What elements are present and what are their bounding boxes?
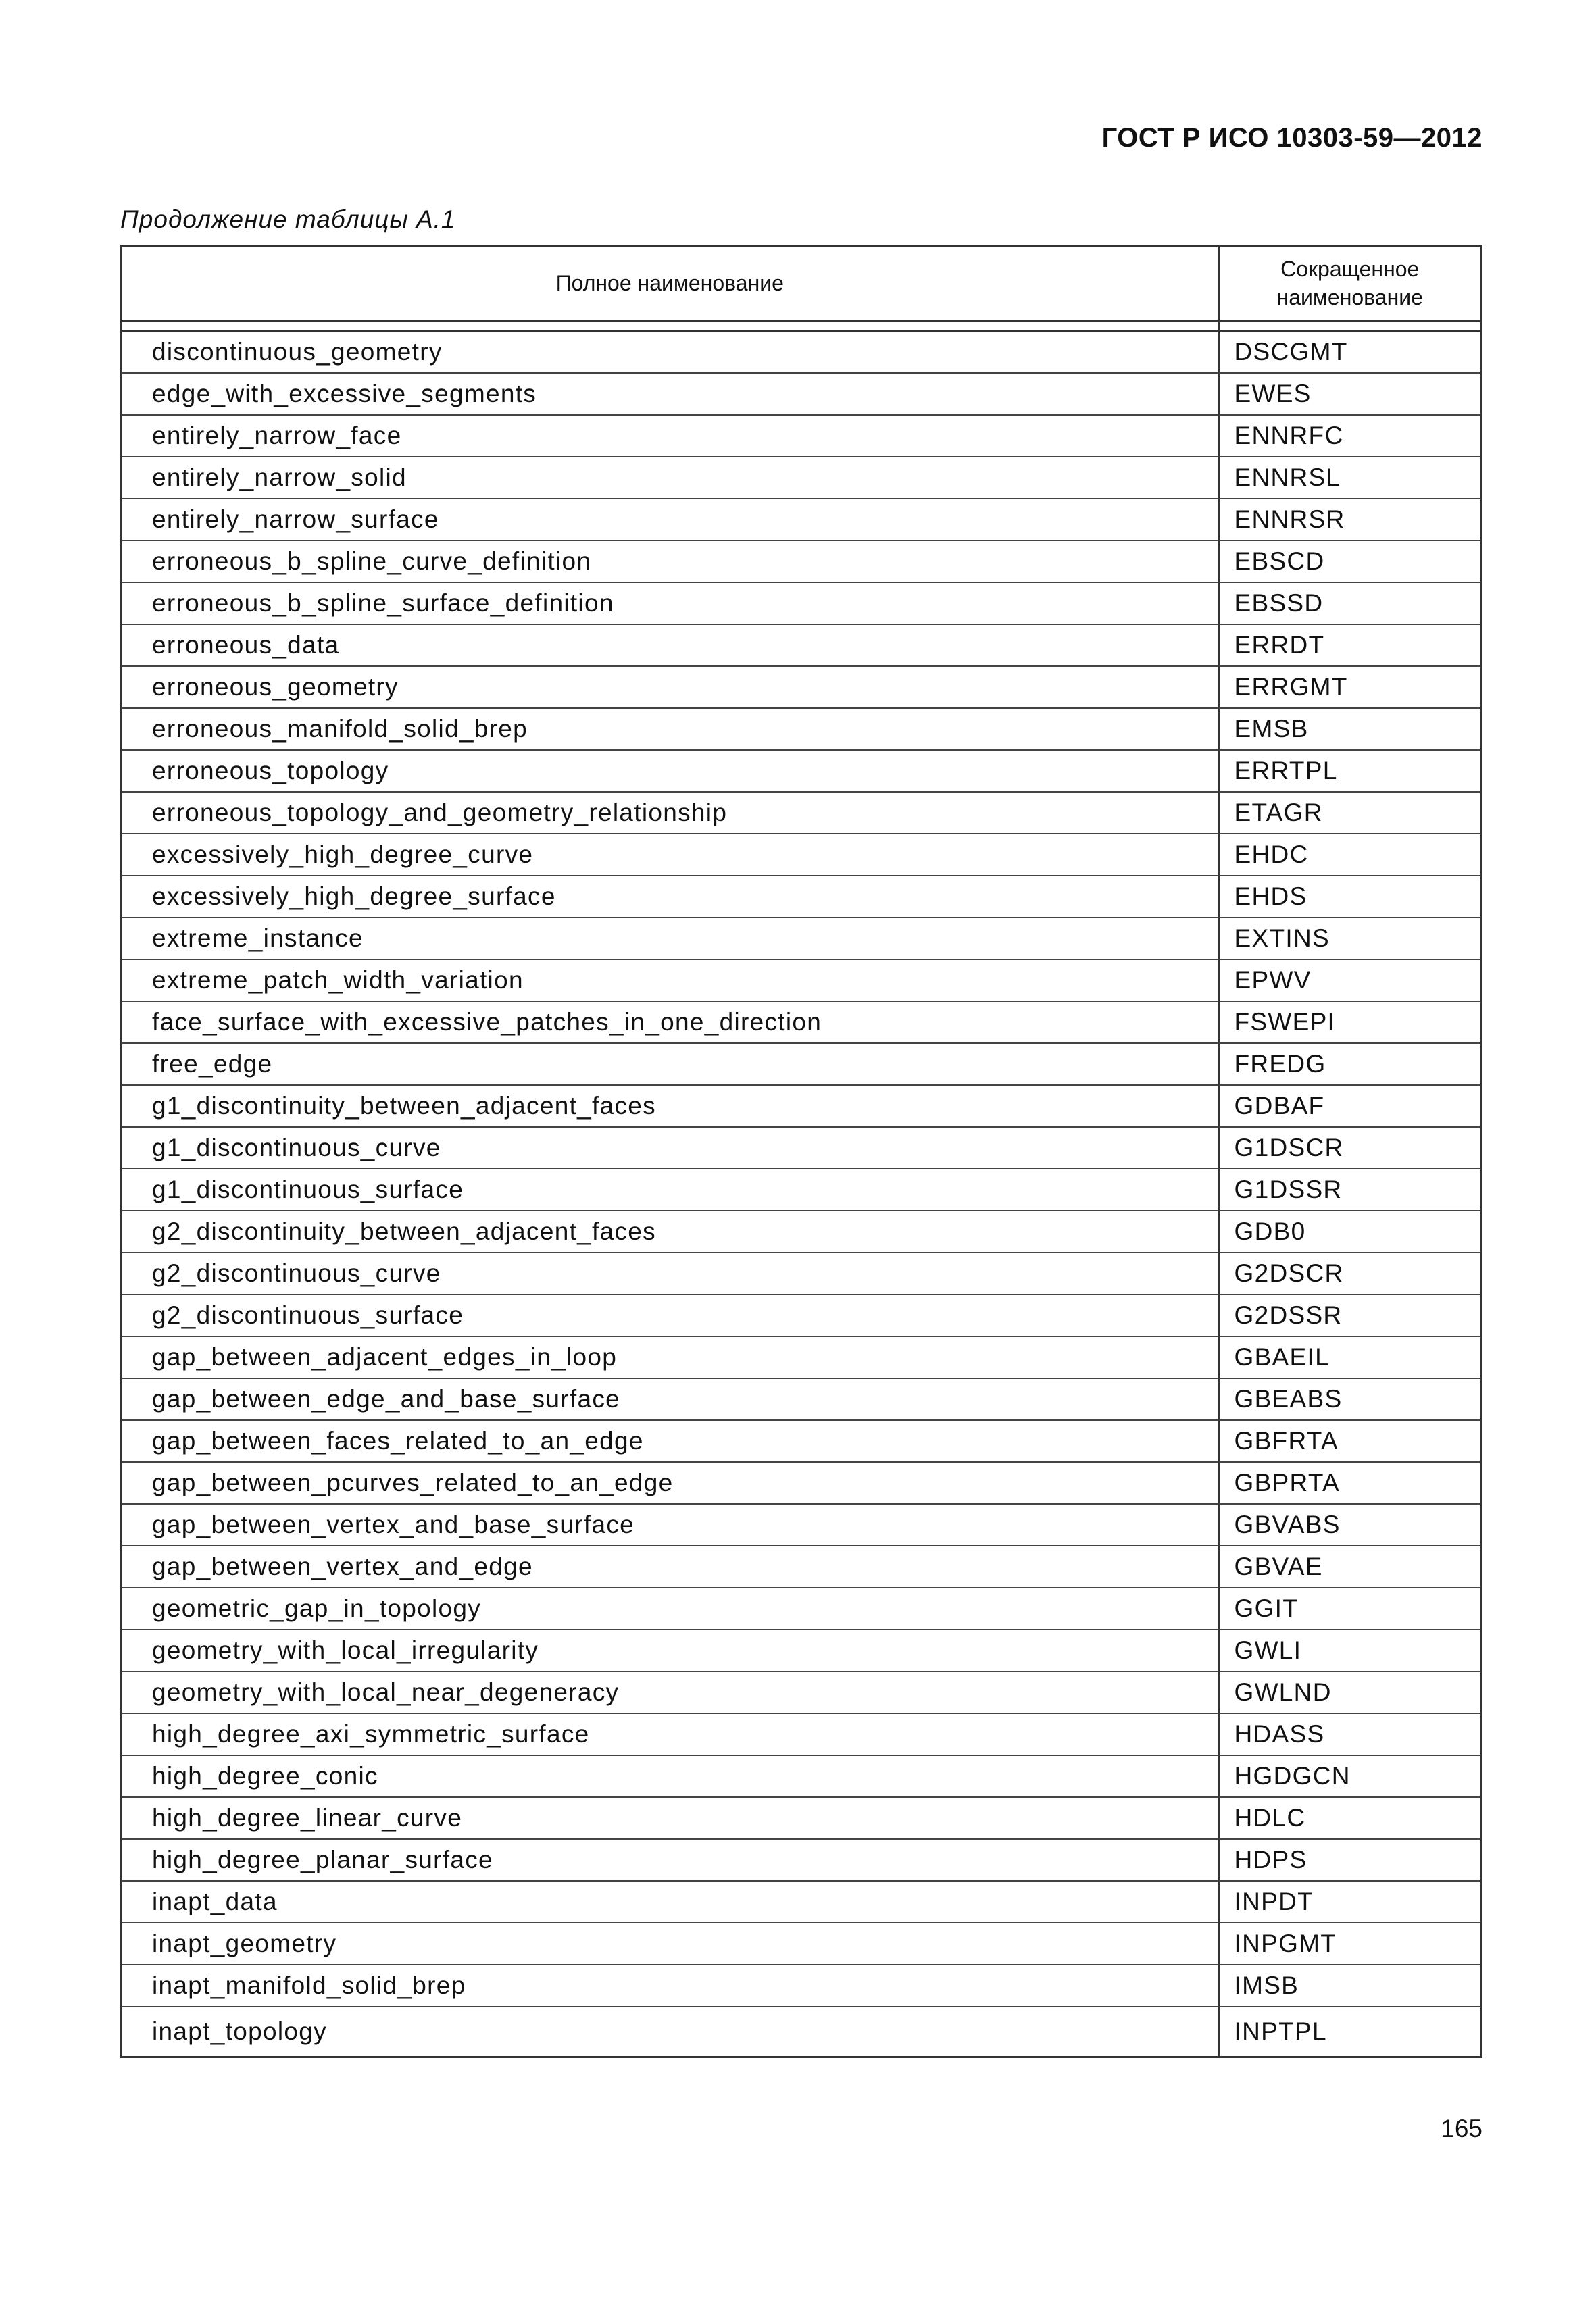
full-name-cell: g1_discontinuous_surface — [122, 1169, 1218, 1211]
short-name-cell: FSWEPI — [1218, 1001, 1480, 1043]
table-row — [122, 540, 1480, 582]
full-name-cell: erroneous_data — [122, 624, 1218, 666]
table-header-row — [122, 247, 1480, 321]
full-name-cell: inapt_data — [122, 1881, 1218, 1923]
table-row — [122, 1378, 1480, 1420]
full-name-cell: face_surface_with_excessive_patches_in_one_direction — [122, 1001, 1218, 1043]
short-name-cell: EHDC — [1218, 834, 1480, 876]
short-name-cell: HDPS — [1218, 1839, 1480, 1881]
full-name-cell: erroneous_manifold_solid_brep — [122, 708, 1218, 750]
table-row — [122, 1294, 1480, 1336]
header-separator — [122, 321, 1480, 331]
full-name-cell: extreme_instance — [122, 917, 1218, 959]
table-row — [122, 1839, 1480, 1881]
table-row — [122, 750, 1480, 792]
full-name-cell: g2_discontinuity_between_adjacent_faces — [122, 1211, 1218, 1253]
short-name-cell: GBEABS — [1218, 1378, 1480, 1420]
short-name-cell: INPDT — [1218, 1881, 1480, 1923]
full-name-cell: inapt_manifold_solid_brep — [122, 1965, 1218, 2007]
short-name-cell: EBSCD — [1218, 540, 1480, 582]
table-row — [122, 1253, 1480, 1294]
table-row — [122, 834, 1480, 876]
short-name-cell: ENNRFC — [1218, 415, 1480, 457]
full-name-cell: entirely_narrow_solid — [122, 457, 1218, 499]
table-row — [122, 1797, 1480, 1839]
short-name-cell: EPWV — [1218, 959, 1480, 1001]
short-name-cell: EBSSD — [1218, 582, 1480, 624]
table-row — [122, 792, 1480, 834]
table-row — [122, 1965, 1480, 2007]
short-name-cell: G1DSSR — [1218, 1169, 1480, 1211]
short-name-cell: GBAEIL — [1218, 1336, 1480, 1378]
table-row — [122, 373, 1480, 415]
full-name-cell: entirely_narrow_surface — [122, 499, 1218, 540]
short-name-cell: GDB0 — [1218, 1211, 1480, 1253]
short-name-cell: G2DSCR — [1218, 1253, 1480, 1294]
short-name-cell: GBFRTA — [1218, 1420, 1480, 1462]
short-name-cell: G1DSCR — [1218, 1127, 1480, 1169]
full-name-cell: gap_between_vertex_and_edge — [122, 1546, 1218, 1588]
table-row — [122, 1043, 1480, 1085]
page-number: 165 — [1441, 2115, 1482, 2142]
full-name-cell: g2_discontinuous_surface — [122, 1294, 1218, 1336]
table-row — [122, 415, 1480, 457]
full-name-cell: gap_between_pcurves_related_to_an_edge — [122, 1462, 1218, 1504]
full-name-cell: g1_discontinuous_curve — [122, 1127, 1218, 1169]
table-row — [122, 1420, 1480, 1462]
table-row — [122, 708, 1480, 750]
table-row — [122, 1923, 1480, 1965]
full-name-cell: gap_between_vertex_and_base_surface — [122, 1504, 1218, 1546]
short-name-cell: GGIT — [1218, 1588, 1480, 1630]
full-name-cell: erroneous_topology — [122, 750, 1218, 792]
full-name-cell: high_degree_conic — [122, 1755, 1218, 1797]
abbreviations-table — [120, 245, 1482, 2058]
full-name-cell: g2_discontinuous_curve — [122, 1253, 1218, 1294]
full-name-cell: erroneous_geometry — [122, 666, 1218, 708]
column-header-short-name — [1218, 247, 1480, 321]
full-name-cell: excessively_high_degree_surface — [122, 876, 1218, 917]
short-name-cell: HDLC — [1218, 1797, 1480, 1839]
full-name-cell: high_degree_linear_curve — [122, 1797, 1218, 1839]
table-row — [122, 1504, 1480, 1546]
short-name-cell: EXTINS — [1218, 917, 1480, 959]
column-header-short-name-line1: Сокращенное — [1280, 257, 1420, 281]
table-row — [122, 1588, 1480, 1630]
short-name-cell: INPGMT — [1218, 1923, 1480, 1965]
table-caption: Продолжение таблицы А.1 — [120, 205, 456, 233]
short-name-cell: ETAGR — [1218, 792, 1480, 834]
table-row — [122, 1336, 1480, 1378]
full-name-cell: high_degree_axi_symmetric_surface — [122, 1713, 1218, 1755]
table-row — [122, 1169, 1480, 1211]
short-name-cell: GWLI — [1218, 1630, 1480, 1671]
full-name-cell: erroneous_topology_and_geometry_relationship — [122, 792, 1218, 834]
table-row — [122, 1127, 1480, 1169]
table-row — [122, 582, 1480, 624]
short-name-cell: EHDS — [1218, 876, 1480, 917]
table-body — [122, 331, 1480, 2057]
short-name-cell: GBVABS — [1218, 1504, 1480, 1546]
document-code: ГОСТ Р ИСО 10303-59—2012 — [1101, 123, 1482, 153]
table-row — [122, 1211, 1480, 1253]
full-name-cell: gap_between_faces_related_to_an_edge — [122, 1420, 1218, 1462]
table-row — [122, 1630, 1480, 1671]
short-name-cell: FREDG — [1218, 1043, 1480, 1085]
table-row — [122, 959, 1480, 1001]
full-name-cell: geometry_with_local_irregularity — [122, 1630, 1218, 1671]
full-name-cell: high_degree_planar_surface — [122, 1839, 1218, 1881]
full-name-cell: gap_between_adjacent_edges_in_loop — [122, 1336, 1218, 1378]
full-name-cell: g1_discontinuity_between_adjacent_faces — [122, 1085, 1218, 1127]
table-row — [122, 917, 1480, 959]
full-name-cell: erroneous_b_spline_curve_definition — [122, 540, 1218, 582]
table-row — [122, 1546, 1480, 1588]
short-name-cell: IMSB — [1218, 1965, 1480, 2007]
table-row — [122, 331, 1480, 374]
full-name-cell: geometric_gap_in_topology — [122, 1588, 1218, 1630]
table-row — [122, 2007, 1480, 2056]
short-name-cell: EWES — [1218, 373, 1480, 415]
table-row — [122, 1671, 1480, 1713]
short-name-cell: G2DSSR — [1218, 1294, 1480, 1336]
full-name-cell: inapt_topology — [122, 2007, 1218, 2056]
short-name-cell: ERRTPL — [1218, 750, 1480, 792]
table-row — [122, 1085, 1480, 1127]
full-name-cell: inapt_geometry — [122, 1923, 1218, 1965]
short-name-cell: DSCGMT — [1234, 338, 1348, 366]
short-name-cell: ENNRSL — [1218, 457, 1480, 499]
full-name-cell: excessively_high_degree_curve — [122, 834, 1218, 876]
short-name-cell: HGDGCN — [1218, 1755, 1480, 1797]
short-name-cell: HDASS — [1218, 1713, 1480, 1755]
full-name-cell: gap_between_edge_and_base_surface — [122, 1378, 1218, 1420]
short-name-cell: GDBAF — [1218, 1085, 1480, 1127]
full-name-cell: edge_with_excessive_segments — [122, 373, 1218, 415]
short-name-cell: INPTPL — [1218, 2007, 1480, 2056]
column-header-full-name: Полное наименование — [122, 247, 1218, 321]
table-row — [122, 1713, 1480, 1755]
full-name-cell: entirely_narrow_face — [122, 415, 1218, 457]
full-name-cell: geometry_with_local_near_degeneracy — [122, 1671, 1218, 1713]
table-row — [122, 624, 1480, 666]
short-name-cell: GBVAE — [1218, 1546, 1480, 1588]
table-row — [122, 1001, 1480, 1043]
full-name-cell: erroneous_b_spline_surface_definition — [122, 582, 1218, 624]
table-row — [122, 1755, 1480, 1797]
table-row — [122, 876, 1480, 917]
table-row — [122, 499, 1480, 540]
short-name-cell: GWLND — [1218, 1671, 1480, 1713]
short-name-cell: ENNRSR — [1218, 499, 1480, 540]
table-row — [122, 666, 1480, 708]
short-name-cell: ERRGMT — [1218, 666, 1480, 708]
table-row — [122, 1462, 1480, 1504]
table-row — [122, 1881, 1480, 1923]
full-name-cell: extreme_patch_width_variation — [122, 959, 1218, 1001]
full-name-cell: discontinuous_geometry — [122, 331, 1218, 374]
short-name-cell: ERRDT — [1218, 624, 1480, 666]
short-name-cell: GBPRTA — [1218, 1462, 1480, 1504]
short-name-cell: EMSB — [1218, 708, 1480, 750]
column-header-short-name-line2: наименование — [1276, 285, 1423, 309]
table-row — [122, 457, 1480, 499]
full-name-cell: free_edge — [122, 1043, 1218, 1085]
